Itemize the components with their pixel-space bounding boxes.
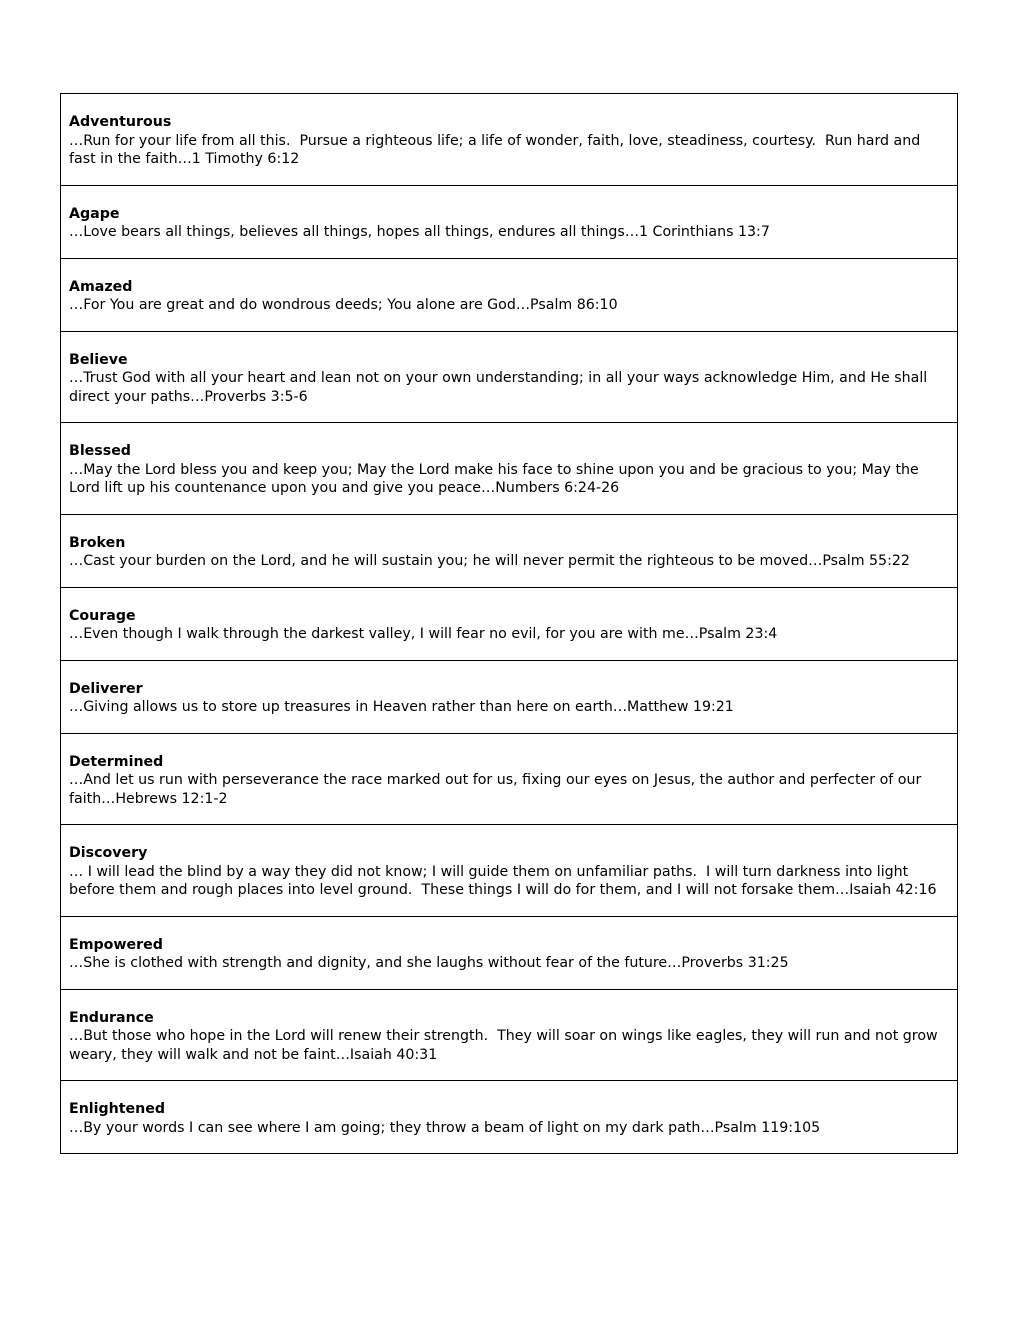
word-heading: Endurance (69, 1009, 154, 1026)
table-row (61, 917, 957, 990)
table-row (61, 423, 957, 515)
word-heading: Believe (69, 351, 128, 368)
verse-text: …Trust God with all your heart and lean not on your own understanding; in all your ways acknowledge Him, and He shall direct your paths…Proverbs 3:5-6 (69, 370, 932, 405)
table-row (61, 661, 957, 734)
verse-text: …Even though I walk through the darkest valley, I will fear no evil, for you are with me…Psalm 23:4 (69, 626, 778, 642)
verse-text: …She is clothed with strength and dignity, and she laughs without fear of the future…Proverbs 31:25 (69, 955, 789, 971)
verse-text: …Giving allows us to store up treasures in Heaven rather than here on earth…Matthew 19:21 (69, 699, 734, 715)
verse-text: …Love bears all things, believes all things, hopes all things, endures all things…1 Corinthians 13:7 (69, 224, 770, 240)
verse-text: …Cast your burden on the Lord, and he will sustain you; he will never permit the righteous to be moved…Psalm 55:22 (69, 553, 910, 569)
table-row (61, 259, 957, 332)
word-heading: Courage (69, 607, 136, 624)
word-heading: Amazed (69, 278, 133, 295)
table-row (61, 332, 957, 424)
table-row (61, 825, 957, 917)
word-heading: Empowered (69, 936, 163, 953)
verse-text: … I will lead the blind by a way they did not know; I will guide them on unfamiliar paths. I will turn darkness into light before them and rough places into level ground. These things I will do for them, and I will not forsake them…Isaiah 42:16 (69, 863, 937, 898)
word-heading: Determined (69, 753, 164, 770)
word-heading: Discovery (69, 845, 148, 861)
table-row (61, 1081, 957, 1153)
verse-text: …May the Lord bless you and keep you; May the Lord make his face to shine upon you and be gracious to you; May the Lord lift up his countenance upon you and give you peace…Numbers 6:24-26 (69, 461, 924, 496)
word-heading: Blessed (69, 443, 131, 459)
table-row (61, 734, 957, 826)
word-heading: Broken (69, 534, 126, 551)
verse-text: …For You are great and do wondrous deeds; You alone are God…Psalm 86:10 (69, 297, 618, 313)
table-row (61, 94, 957, 186)
table-row (61, 588, 957, 661)
table-row (61, 990, 957, 1082)
word-verse-table (60, 93, 958, 1154)
word-heading: Agape (69, 205, 120, 222)
table-row (61, 186, 957, 259)
verse-text: …But those who hope in the Lord will renew their strength. They will soar on wings like eagles, they will run and not grow weary, they will walk and not be faint…Isaiah 40:31 (69, 1028, 943, 1063)
table-row (61, 515, 957, 588)
word-heading: Enlightened (69, 1101, 166, 1117)
word-heading: Deliverer (69, 680, 143, 697)
verse-text: …Run for your life from all this. Pursue a righteous life; a life of wonder, faith, love, steadiness, courtesy. Run hard and fast in the faith…1 Timothy 6:12 (69, 132, 925, 167)
verse-text: …And let us run with perseverance the race marked out for us, fixing our eyes on Jesus, the author and perfecter of our faith…Hebrews 12:1-2 (69, 772, 926, 807)
word-heading: Adventurous (69, 114, 172, 130)
verse-text: …By your words I can see where I am going; they throw a beam of light on my dark path…Psalm 119:105 (69, 1119, 821, 1136)
